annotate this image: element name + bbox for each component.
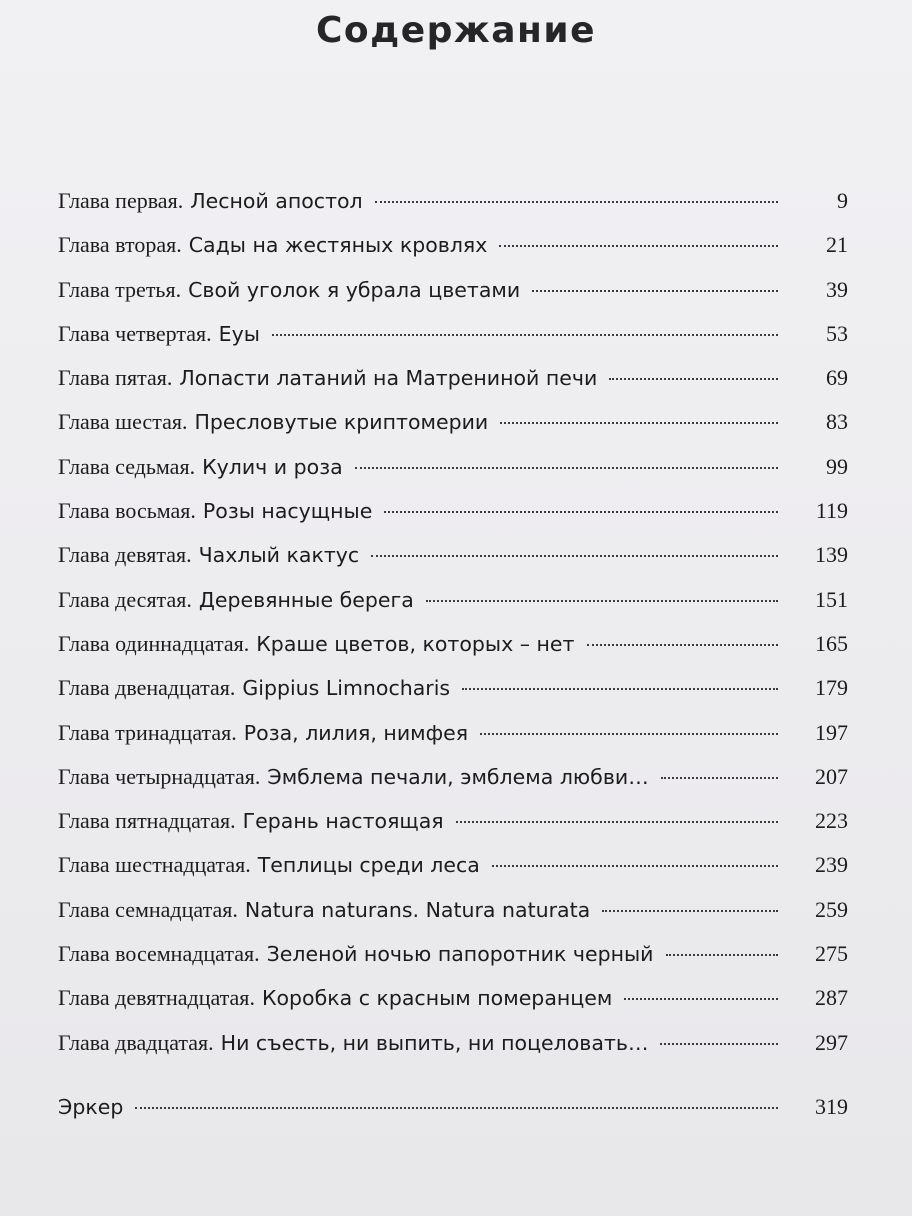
page-number: 165: [815, 630, 848, 656]
page-number: 207: [815, 763, 848, 789]
chapter-title: Чахлый кактус: [198, 543, 360, 568]
chapter-number: Глава седьмая: [58, 453, 190, 479]
chapter-title: Теплицы среди леса: [257, 853, 480, 878]
page-number: 287: [815, 985, 848, 1011]
toc-entry: Глава девятнадцатая . Коробка с красным померанцем 287: [58, 985, 848, 1011]
toc-entry: Глава седьмая . Кулич и роза 99: [58, 453, 848, 479]
chapter-number: Глава семнадцатая: [58, 896, 233, 922]
page-number: 179: [815, 675, 848, 701]
chapter-title: Коробка с красным померанцем: [261, 986, 613, 1011]
page-title: Содержание: [315, 10, 597, 51]
chapter-title: Свой уголок я убрала цветами: [188, 277, 521, 302]
toc-entry: Глава десятая . Деревянные берега 151: [58, 586, 848, 612]
chapter-number: Глава тринадцатая: [58, 719, 232, 745]
chapter-title: Ни съесть, ни выпить, ни поцеловать…: [220, 1030, 649, 1055]
dot-leader: [480, 733, 778, 735]
page-number: 21: [826, 232, 848, 258]
chapter-number: Глава одиннадцатая: [58, 630, 244, 656]
chapter-title: Зеленой ночью папоротник черный: [266, 942, 654, 967]
toc-entry: Глава первая . Лесной апостол 9: [58, 188, 848, 213]
table-of-contents: [58, 188, 848, 1138]
chapter-title: Gippius Limnocharis: [242, 676, 451, 701]
page-number: 99: [826, 453, 848, 479]
dot-leader: [532, 290, 778, 292]
chapter-number: Глава девятнадцатая: [58, 985, 250, 1011]
dot-leader: [355, 467, 778, 469]
chapter-title: Сады на жестяных кровлях: [188, 233, 488, 258]
chapter-number: Глава четырнадцатая: [58, 763, 255, 789]
page-number: 197: [815, 719, 848, 745]
page-number: 69: [826, 365, 848, 391]
dot-leader: [371, 555, 778, 557]
dot-leader: [375, 201, 778, 203]
dot-leader: [500, 422, 778, 424]
chapter-number: Глава девятая: [58, 542, 187, 568]
chapter-number: Глава четвертая: [58, 320, 207, 346]
toc-entry: Глава четвертая . Еуы 53: [58, 320, 848, 346]
chapter-number: Глава вторая: [58, 232, 177, 258]
toc-entry: Глава девятая . Чахлый кактус 139: [58, 542, 848, 568]
dot-leader: [492, 865, 778, 867]
dot-leader: [624, 998, 778, 1000]
page-number: 53: [826, 320, 848, 346]
chapter-number: Глава восемнадцатая: [58, 941, 255, 967]
chapter-number: Глава первая: [58, 188, 178, 213]
page-number: 83: [826, 409, 848, 435]
dot-leader: [456, 821, 778, 823]
dot-leader: [660, 1043, 778, 1045]
toc-entry-appendix: [58, 1094, 848, 1138]
chapter-title: Еуы: [218, 321, 260, 346]
chapter-title: Деревянные берега: [198, 587, 414, 612]
chapter-number: Глава двенадцатая: [58, 675, 230, 701]
chapter-number: Глава десятая: [58, 586, 187, 612]
page-number: 275: [815, 941, 848, 967]
chapter-title: Эмблема печали, эмблема любви…: [267, 764, 649, 789]
toc-entry: Глава третья . Свой уголок я убрала цветами 39: [58, 276, 848, 302]
chapter-number: Глава пятая: [58, 365, 167, 391]
dot-leader: [135, 1107, 778, 1109]
toc-entry: Глава шестая . Пресловутые криптомерии 83: [58, 409, 848, 435]
toc-entry: Глава одиннадцатая . Краше цветов, которых – нет 165: [58, 630, 848, 656]
appendix-title: Эркер: [58, 1094, 124, 1119]
page-number: 239: [815, 852, 848, 878]
chapter-title: Пресловутые криптомерии: [194, 410, 489, 435]
chapter-title: Роза, лилия, нимфея: [243, 720, 469, 745]
page-number: 259: [815, 896, 848, 922]
page-number: 139: [815, 542, 848, 568]
page-number: 39: [826, 276, 848, 302]
dot-leader: [426, 600, 778, 602]
toc-entry: Глава пятнадцатая . Герань настоящая 223: [58, 808, 848, 834]
dot-leader: [272, 334, 778, 336]
dot-leader: [384, 511, 778, 513]
page-number: 319: [815, 1093, 848, 1119]
chapter-title: Герань настоящая: [242, 809, 444, 834]
chapter-title: Кулич и роза: [202, 454, 343, 479]
toc-entry: Глава восьмая . Розы насущные 119: [58, 498, 848, 524]
chapter-title: Natura naturans. Natura naturata: [244, 897, 591, 922]
page-number: 9: [837, 188, 848, 213]
chapter-title: Лесной апостол: [190, 189, 363, 213]
chapter-number: Глава двадцатая: [58, 1029, 209, 1055]
chapter-number: Глава шестнадцатая: [58, 852, 246, 878]
chapter-title: Розы насущные: [202, 499, 373, 524]
dot-leader: [587, 644, 779, 646]
toc-entry: Глава четырнадцатая . Эмблема печали, эмблема любви… 207: [58, 763, 848, 789]
toc-entry: Глава двенадцатая . Gippius Limnocharis 179: [58, 675, 848, 701]
toc-entry: Глава семнадцатая . Natura naturans. Natura naturata 259: [58, 896, 848, 922]
page-number: 151: [815, 586, 848, 612]
chapter-number: Глава восьмая: [58, 498, 191, 524]
toc-entry: Глава восемнадцатая . Зеленой ночью папоротник черный 275: [58, 941, 848, 967]
toc-entry: Глава тринадцатая . Роза, лилия, нимфея 197: [58, 719, 848, 745]
dot-leader: [661, 777, 778, 779]
toc-entry: Глава вторая . Сады на жестяных кровлях 21: [58, 232, 848, 258]
toc-entry: Глава пятая . Лопасти латаний на Матрениной печи 69: [58, 365, 848, 391]
chapter-title: Лопасти латаний на Матрениной печи: [179, 366, 598, 391]
toc-entry: Глава двадцатая . Ни съесть, ни выпить, ни поцеловать… 297: [58, 1029, 848, 1055]
chapter-number: Глава третья: [58, 276, 176, 302]
dot-leader: [602, 910, 778, 912]
page-number: 297: [815, 1029, 848, 1055]
chapter-number: Глава шестая: [58, 409, 182, 435]
dot-leader: [462, 688, 778, 690]
toc-entry: Глава шестнадцатая . Теплицы среди леса 239: [58, 852, 848, 878]
chapter-title: Краше цветов, которых – нет: [256, 631, 575, 656]
page-number: 223: [815, 808, 848, 834]
chapter-number: Глава пятнадцатая: [58, 808, 231, 834]
dot-leader: [666, 954, 778, 956]
dot-leader: [499, 245, 778, 247]
page-number: 119: [815, 498, 848, 524]
dot-leader: [609, 378, 778, 380]
